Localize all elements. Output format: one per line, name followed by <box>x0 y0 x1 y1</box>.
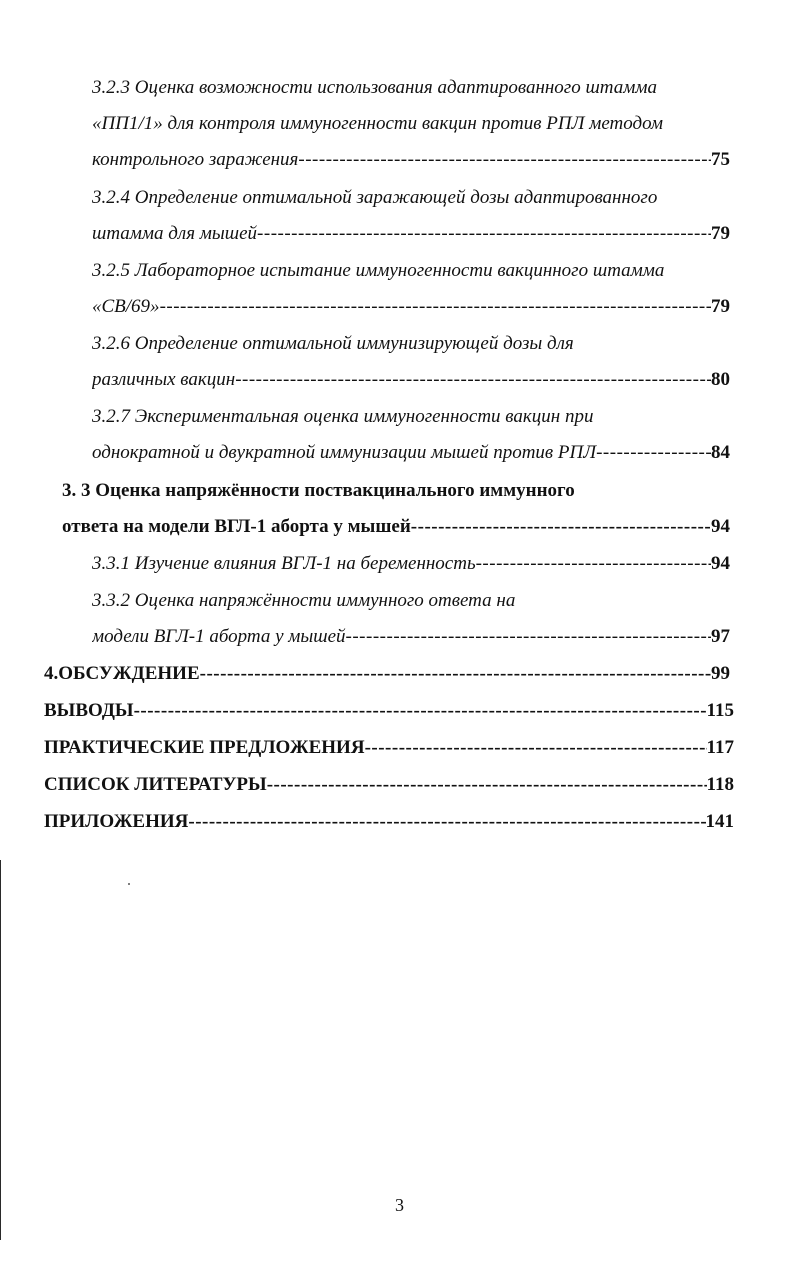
toc-331-page: 94 <box>711 553 730 574</box>
toc-appendices-title: ПРИЛОЖЕНИЯ <box>44 811 189 832</box>
dot-leader <box>188 809 705 835</box>
dot-leader <box>365 735 707 761</box>
toc-326-line2: различных вакцин <box>92 369 236 390</box>
toc-325-line2: «СВ/69» <box>92 296 160 317</box>
toc-entry-references[interactable] <box>44 772 734 798</box>
dot-leader <box>267 772 707 798</box>
toc-practical-page: 117 <box>706 737 734 758</box>
toc-326-line1: 3.2.6 Определение оптимальной иммунизирующей дозы для <box>92 333 574 354</box>
toc-326-page: 80 <box>711 369 730 390</box>
scan-page-edge <box>0 860 1 1240</box>
toc-327-line1: 3.2.7 Экспериментальная оценка иммуногенности вакцин при <box>92 406 594 427</box>
toc-entry-33[interactable] <box>62 514 730 540</box>
toc-entry-appendices[interactable] <box>44 809 734 835</box>
dot-leader <box>235 367 711 393</box>
dot-leader <box>257 221 711 247</box>
toc-325-page: 79 <box>711 296 730 317</box>
toc-entry-326[interactable] <box>92 367 730 393</box>
toc-entry-331[interactable] <box>92 551 730 577</box>
toc-332-page: 97 <box>711 626 730 647</box>
toc-entry-324[interactable] <box>92 221 730 247</box>
toc-entry-4[interactable] <box>44 661 730 687</box>
toc-325-line1: 3.2.5 Лабораторное испытание иммуногенности вакцинного штамма <box>92 260 665 281</box>
dot-leader <box>476 551 711 577</box>
toc-appendices-page: 141 <box>705 811 734 832</box>
toc-entry-327[interactable] <box>92 440 730 466</box>
toc-practical-title: ПРАКТИЧЕСКИЕ ПРЕДЛОЖЕНИЯ <box>44 737 365 758</box>
toc-references-title: СПИСОК ЛИТЕРАТУРЫ <box>44 774 267 795</box>
toc-4-title: 4.ОБСУЖДЕНИЕ <box>44 663 200 684</box>
toc-4-page: 99 <box>711 663 730 684</box>
toc-331-line1: 3.3.1 Изучение влияния ВГЛ-1 на беременность <box>92 553 476 574</box>
toc-323-line2: «ПП1/1» для контроля иммуногенности вакцин против РПЛ методом <box>92 113 664 134</box>
dot-leader <box>346 624 711 650</box>
page-number: 3 <box>395 1195 404 1215</box>
toc-324-line2: штамма для мышей <box>92 223 258 244</box>
dot-leader <box>160 294 711 320</box>
toc-332-line2: модели ВГЛ-1 аборта у мышей <box>92 626 346 647</box>
toc-332-line1: 3.3.2 Оценка напряжённости иммунного ответа на <box>92 590 516 611</box>
toc-entry-practical[interactable] <box>44 735 734 761</box>
dot-leader <box>596 440 711 466</box>
toc-references-page: 118 <box>706 774 734 795</box>
toc-323-line3: контрольного заражения <box>92 149 299 170</box>
toc-327-line2: однократной и двукратной иммунизации мышей против РПЛ <box>92 442 597 463</box>
toc-conclusions-page: 115 <box>706 700 734 721</box>
toc-entry-conclusions[interactable] <box>44 698 734 724</box>
toc-327-page: 84 <box>711 442 730 463</box>
dot-leader <box>200 661 711 687</box>
toc-33-page: 94 <box>711 516 730 537</box>
toc-323-page: 75 <box>711 149 730 170</box>
toc-entry-325[interactable] <box>92 294 730 320</box>
dot-leader <box>134 698 707 724</box>
toc-entry-332[interactable] <box>92 624 730 650</box>
toc-33-line1: 3. 3 Оценка напряжённости поствакцинального иммунного <box>62 480 575 501</box>
toc-323-line1: 3.2.3 Оценка возможности использования адаптированного штамма <box>92 77 657 98</box>
toc-33-line2: ответа на модели ВГЛ-1 аборта у мышей <box>62 516 411 537</box>
scan-speck <box>128 883 130 885</box>
dot-leader <box>298 147 711 173</box>
toc-entry-323[interactable] <box>92 147 730 173</box>
toc-conclusions-title: ВЫВОДЫ <box>44 700 134 721</box>
toc-324-line1: 3.2.4 Определение оптимальной заражающей дозы адаптированного <box>92 187 658 208</box>
toc-324-page: 79 <box>711 223 730 244</box>
dot-leader <box>411 514 711 540</box>
